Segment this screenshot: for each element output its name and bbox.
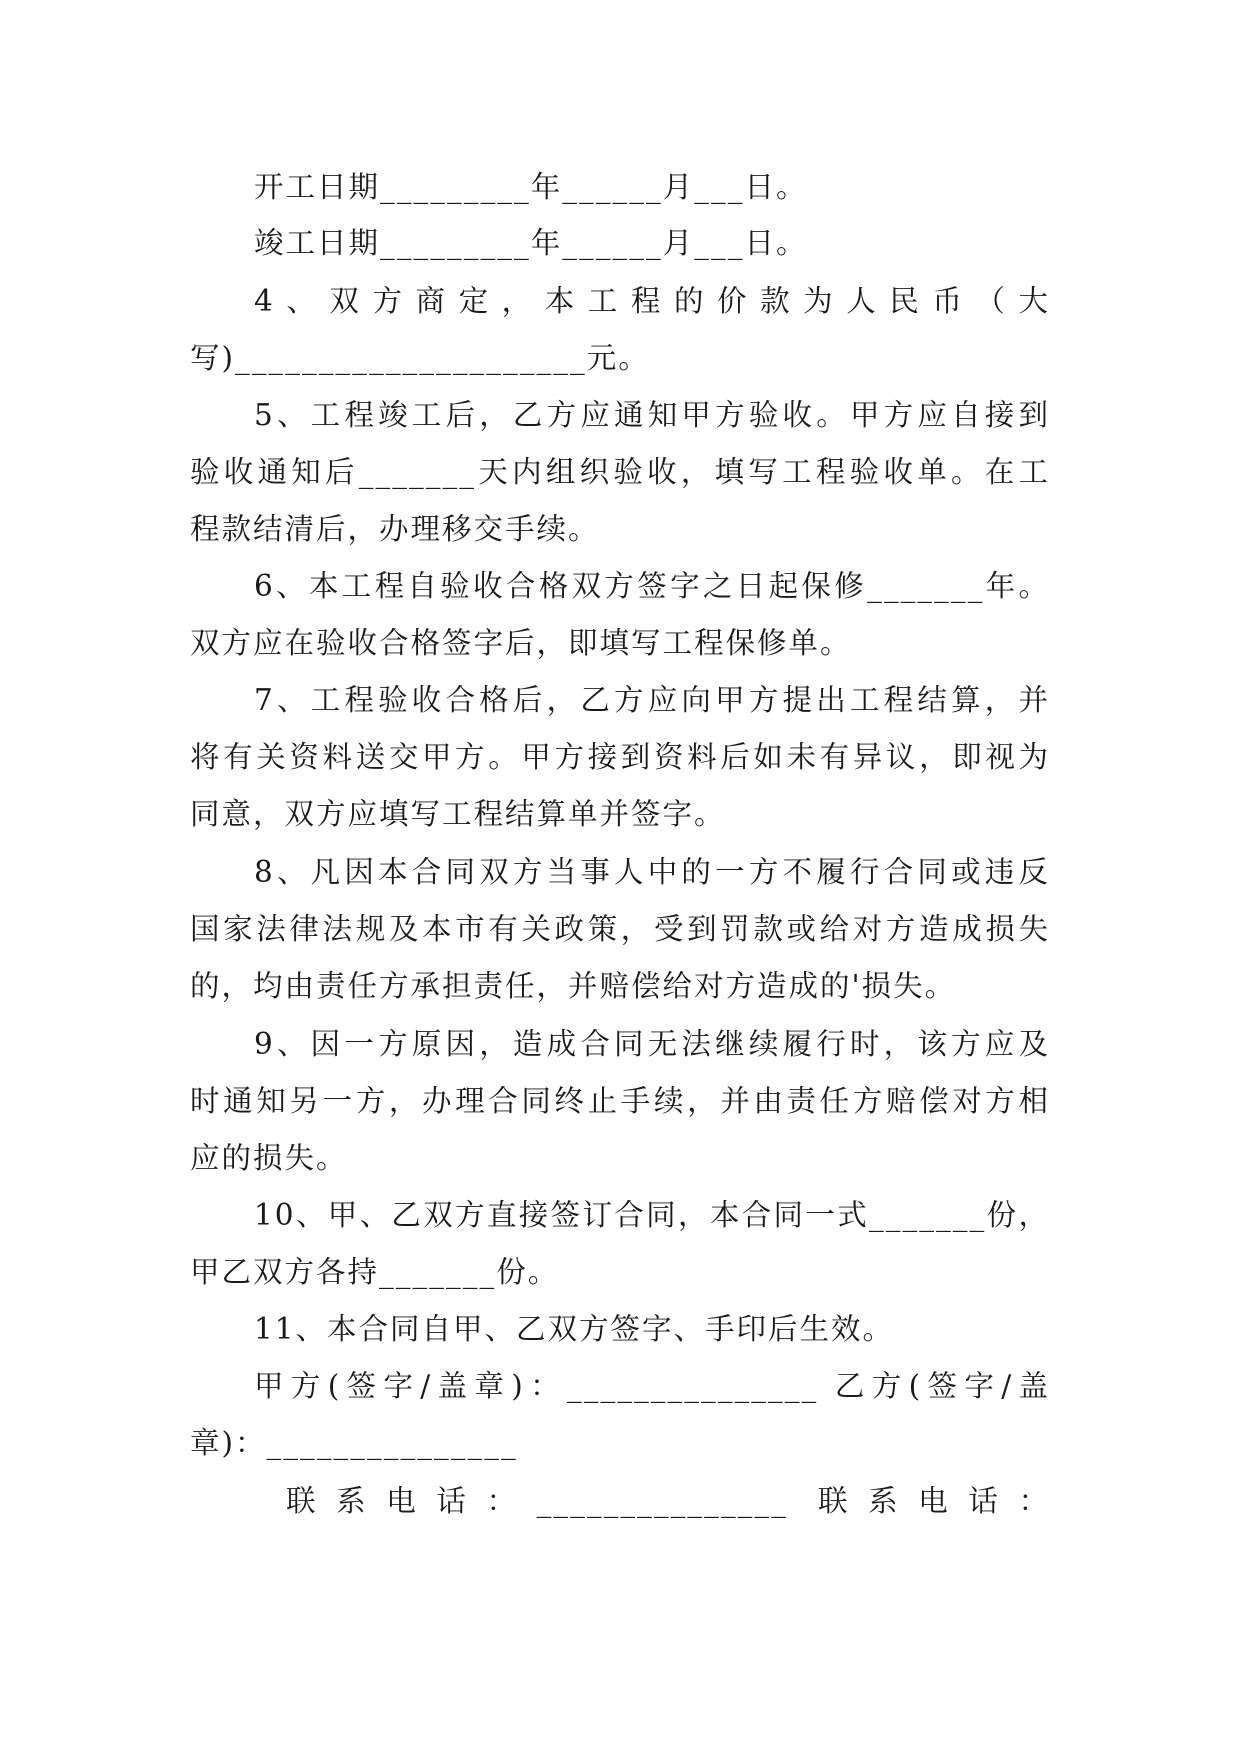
clause-7-line-1: 7、工程验收合格后，乙方应向甲方提出工程结算，并 [254, 683, 1050, 717]
signature-line-1: 甲方(签字/盖章)：_______________ 乙方(签字/盖 [254, 1369, 1050, 1403]
clause-8-line-2: 国家法律法规及本市有关政策，受到罚款或给对方造成损失 [190, 912, 1050, 946]
completion-date-line: 竣工日期_________年______月___日。 [254, 226, 808, 260]
clause-10-line-2: 甲乙双方各持_______份。 [190, 1255, 560, 1289]
clause-8-line-1: 8、凡因本合同双方当事人中的一方不履行合同或违反 [254, 855, 1050, 889]
clause-5-line-1: 5、工程竣工后，乙方应通知甲方验收。甲方应自接到 [254, 398, 1050, 432]
start-date-line: 开工日期_________年______月___日。 [254, 170, 808, 204]
clause-11-line: 11、本合同自甲、乙双方签字、手印后生效。 [254, 1312, 895, 1346]
signature-line-2: 章)：_______________ [190, 1426, 518, 1460]
clause-6-line-1: 6、本工程自验收合格双方签字之日起保修_______年。 [254, 569, 1050, 603]
clause-7-line-3: 同意，双方应填写工程结算单并签字。 [190, 797, 726, 831]
clause-4-line-2: 写)_____________________元。 [190, 341, 650, 375]
clause-8-line-3: 的，均由责任方承担责任，并赔偿给对方造成的'损失。 [190, 969, 957, 1003]
clause-5-line-2: 验收通知后_______天内组织验收，填写工程验收单。在工 [190, 455, 1050, 489]
clause-4-line-1: 4、双方商定，本工程的价款为人民币（大 [254, 284, 1050, 318]
clause-7-line-2: 将有关资料送交甲方。甲方接到资料后如未有异议，即视为 [190, 740, 1050, 774]
clause-9-line-3: 应的损失。 [190, 1141, 348, 1175]
clause-9-line-1: 9、因一方原因，造成合同无法继续履行时，该方应及 [254, 1027, 1050, 1061]
clause-6-line-2: 双方应在验收合格签字后，即填写工程保修单。 [190, 626, 852, 660]
contact-phone-line: 联系电话：_______________ 联系电话： [286, 1484, 1050, 1518]
clause-9-line-2: 时通知另一方，办理合同终止手续，并由责任方赔偿对方相 [190, 1084, 1050, 1118]
clause-5-line-3: 程款结清后，办理移交手续。 [190, 512, 600, 546]
clause-10-line-1: 10、甲、乙双方直接签订合同，本合同一式_______份， [254, 1198, 1050, 1232]
